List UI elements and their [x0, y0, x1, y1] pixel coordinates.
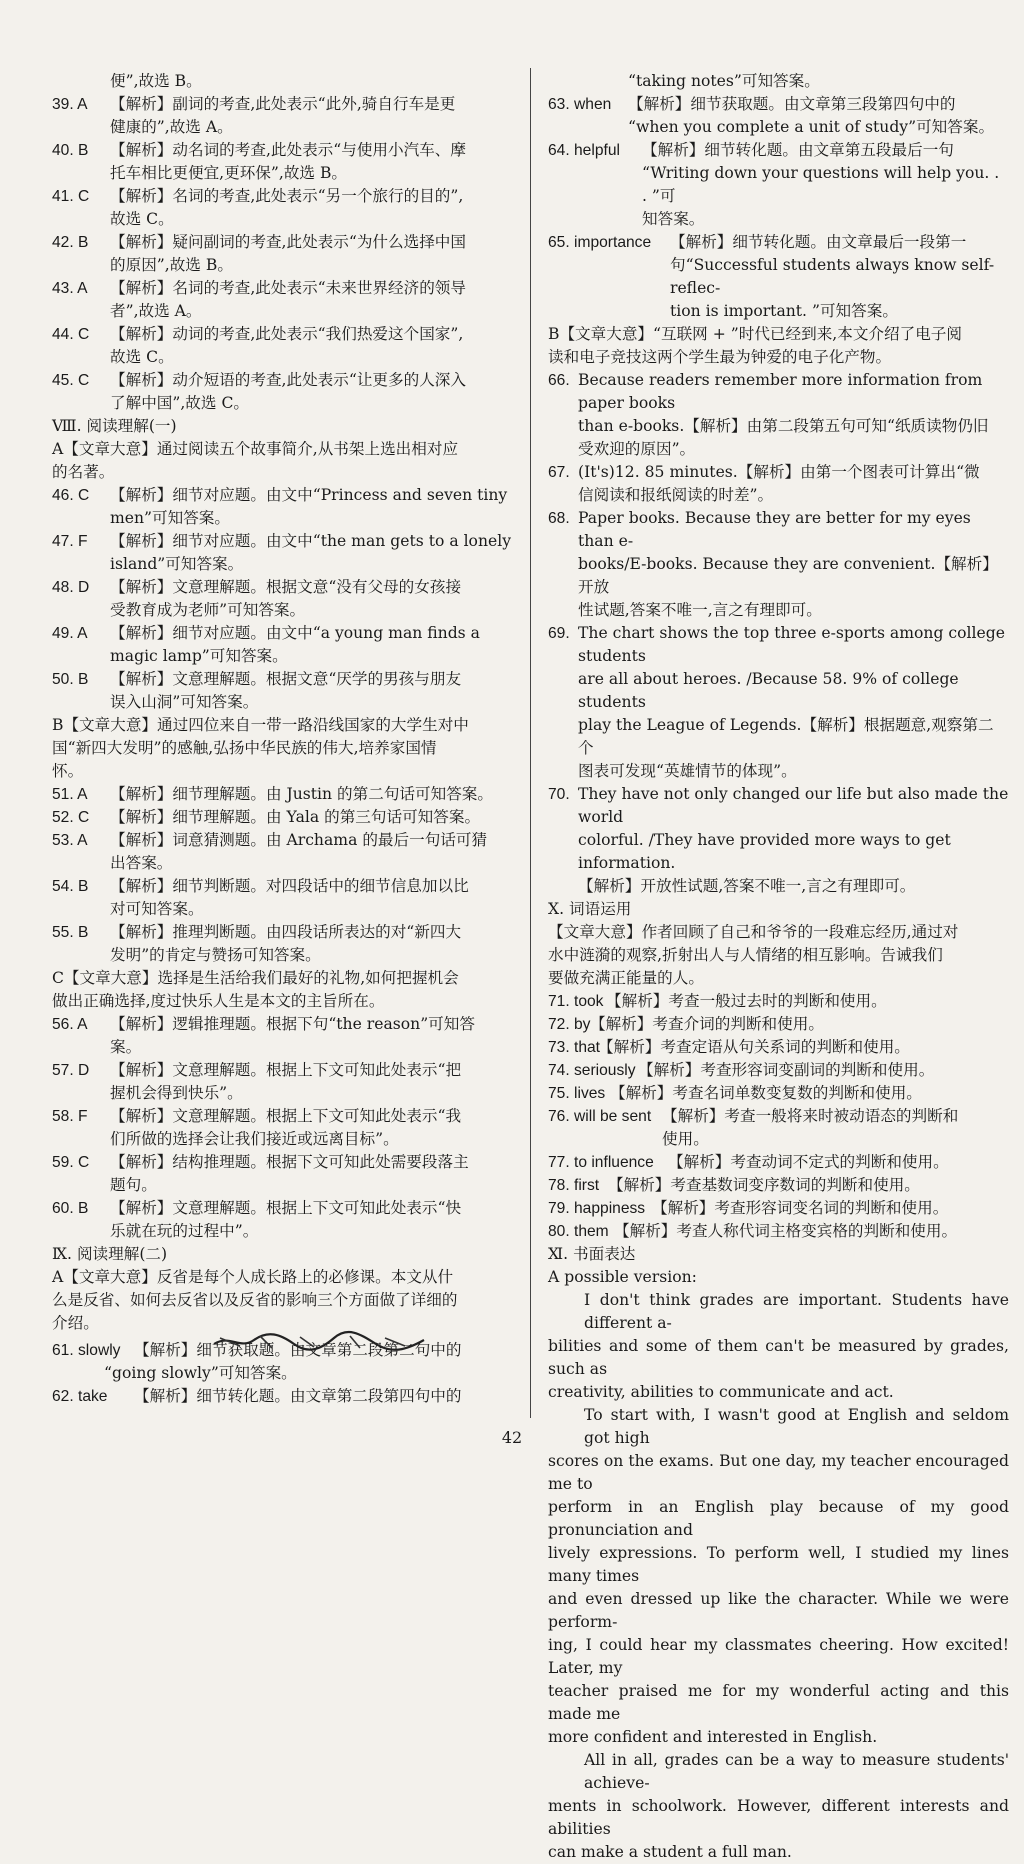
answer-item — [52, 875, 514, 898]
summary-line: 读和电子竞技这两个学生最为钟爱的电子化产物。 — [548, 348, 892, 366]
answer-continuation: 误入山洞”可知答案。 — [110, 693, 259, 711]
summary-line: 国“新四大发明”的感触,弘扬中华民族的伟大,培养家国情 — [52, 739, 437, 757]
answer-text: 【解析】结构推理题。根据下文可知此处需要段落主 — [110, 1153, 469, 1171]
answer-text: 【解析】名词的考查,此处表示“另一个旅行的目的”, — [110, 187, 464, 205]
answer-continuation: 出答案。 — [110, 854, 173, 872]
answer-list-46-50 — [52, 484, 514, 714]
answer-text: 【解析】考查定语从句关系词的判断和使用。 — [598, 1038, 910, 1056]
answer-item — [548, 1174, 1009, 1197]
answer-text: 【解析】考查介词的判断和使用。 — [590, 1015, 824, 1033]
answer-number: 47. F — [52, 533, 88, 550]
answer-text: 【解析】考查一般过去时的判断和使用。 — [606, 992, 887, 1010]
answer-item — [52, 622, 514, 645]
answer-continuation: 知答案。 — [642, 210, 705, 228]
answer-number: 77. to influence — [548, 1154, 654, 1171]
answer-item — [548, 231, 1009, 254]
right-column — [548, 70, 1009, 1864]
answer-item — [52, 668, 514, 691]
answer-text: 【解析】考查形容词变副词的判断和使用。 — [638, 1061, 935, 1079]
answer-number: 40. B — [52, 142, 89, 159]
answer-number: 50. B — [52, 671, 89, 688]
handwritten-scribble — [210, 1330, 430, 1352]
answer-continuation: play the League of Legends.【解析】根据题意,观察第二个 — [578, 716, 994, 757]
summary-line: A【文章大意】反省是每个人成长路上的必修课。本文从什 — [52, 1268, 454, 1286]
answer-continuation: 受欢迎的原因”。 — [578, 440, 696, 458]
answer-number: 48. D — [52, 579, 90, 596]
answer-text: 【解析】细节转化题。由文章第二段第四句中的 — [134, 1387, 462, 1405]
answer-text: 【解析】动名词的考查,此处表示“与使用小汽车、摩 — [110, 141, 466, 159]
answer-item — [52, 1151, 514, 1174]
answer-continuation: “when you complete a unit of study”可知答案。 — [628, 118, 995, 136]
answer-continuation: 【解析】开放性试题,答案不唯一,言之有理即可。 — [578, 877, 916, 895]
answer-item — [548, 1036, 1009, 1059]
answer-continuation: 健康的”,故选 A。 — [110, 118, 233, 136]
answer-continuation: 性试题,答案不唯一,言之有理即可。 — [578, 601, 822, 619]
answer-number: 63. when — [548, 96, 612, 113]
answer-number: 56. A — [52, 1016, 88, 1033]
answer-continuation: books/E-books. Because they are convenient.【解析】开放 — [578, 555, 998, 596]
page-number: 42 — [501, 1428, 523, 1447]
answer-text: 【解析】动词的考查,此处表示“我们热爱这个国家”, — [110, 325, 464, 343]
answer-item — [548, 461, 1009, 484]
summary-line: 么是反省、如何去反省以及反省的影响三个方面做了详细的 — [52, 1291, 458, 1309]
answer-item — [52, 231, 514, 254]
answer-number: 60. B — [52, 1200, 89, 1217]
essay-line: ments in schoolwork. However, different interests and abilities — [548, 1797, 1009, 1838]
answer-text: 【解析】细节对应题。由文中“Princess and seven tiny — [110, 486, 508, 504]
answer-text: 【解析】词意猜测题。由 Archama 的最后一句话可猜 — [110, 831, 488, 849]
essay-line: and even dressed up like the character. While we were perform- — [548, 1590, 1009, 1631]
answer-item — [548, 1197, 1009, 1220]
continuation-line: “taking notes”可知答案。 — [628, 72, 820, 90]
summary-line: 的名著。 — [52, 463, 115, 481]
answer-number: 71. took — [548, 993, 604, 1010]
answer-list-63-65 — [548, 93, 1009, 323]
answer-item — [548, 1151, 1009, 1174]
answer-number: 66. — [548, 372, 575, 389]
answer-number: 43. A — [52, 280, 88, 297]
essay-line: bilities and some of them can't be measured by grades, such as — [548, 1337, 1009, 1378]
answer-number: 53. A — [52, 832, 88, 849]
answer-text: (It's)12. 85 minutes.【解析】由第一个图表可计算出“微 — [578, 463, 980, 481]
answer-item — [548, 1059, 1009, 1082]
answer-continuation: 们所做的选择会让我们接近或远离目标”。 — [110, 1130, 399, 1148]
answer-continuation: colorful. /They have provided more ways to get information. — [578, 831, 951, 872]
answer-number: 55. B — [52, 924, 89, 941]
answer-number: 67. — [548, 464, 575, 481]
answer-item — [52, 93, 514, 116]
essay-line: teacher praised me for my wonderful acting and this made me — [548, 1682, 1009, 1723]
answer-text: The chart shows the top three e-sports among college students — [578, 624, 1005, 665]
answer-number: 46. C — [52, 487, 90, 504]
answer-item — [548, 1220, 1009, 1243]
summary-line: 水中涟漪的观察,折射出人与人情绪的相互影响。告诫我们 — [548, 946, 943, 964]
answer-number: 72. by — [548, 1016, 591, 1033]
answer-text: 【解析】推理判断题。由四段话所表达的对“新四大 — [110, 923, 462, 941]
answer-text: 【解析】考查形容词变名词的判断和使用。 — [652, 1199, 949, 1217]
answer-continuation: 托车相比更便宜,更环保”,故选 B。 — [110, 164, 348, 182]
answer-number: 58. F — [52, 1108, 88, 1125]
essay-line: creativity, abilities to communicate and act. — [548, 1383, 894, 1401]
answer-text: Paper books. Because they are better for my eyes than e- — [578, 509, 971, 550]
answer-item — [52, 139, 514, 162]
answer-list-71-80 — [548, 990, 1009, 1243]
answer-item — [52, 921, 514, 944]
summary-line: 要做充满正能量的人。 — [548, 969, 704, 987]
answer-continuation: 图表可发现“英雄情节的体现”。 — [578, 762, 797, 780]
answer-number: 61. slowly — [52, 1342, 121, 1359]
answer-text: 【解析】逻辑推理题。根据下句“the reason”可知答 — [110, 1015, 475, 1033]
summary-8b — [52, 714, 514, 783]
answer-item — [52, 1059, 514, 1082]
summary-line: 做出正确选择,度过快乐人生是本文的主旨所在。 — [52, 992, 385, 1010]
section-heading-10: Ⅹ. 词语运用 — [548, 900, 632, 918]
answer-item — [52, 783, 514, 806]
answer-continuation: 的原因”,故选 B。 — [110, 256, 233, 274]
answer-continuation: 故选 C。 — [110, 210, 174, 228]
answer-number: 45. C — [52, 372, 90, 389]
answer-number: 69. — [548, 625, 575, 642]
answer-text: 【解析】疑问副词的考查,此处表示“为什么选择中国 — [110, 233, 466, 251]
answer-text: 【解析】细节转化题。由文章最后一段第一 — [670, 233, 967, 251]
answer-number: 79. happiness — [548, 1200, 646, 1217]
answer-text: 【解析】文意理解题。根据上下文可知此处表示“快 — [110, 1199, 462, 1217]
essay-line: lively expressions. To perform well, I studied my lines many times — [548, 1544, 1009, 1585]
answer-text: 【解析】文意理解题。根据上下文可知此处表示“我 — [110, 1107, 462, 1125]
answer-item — [52, 323, 514, 346]
answer-text: 【解析】文意理解题。根据文意“厌学的男孩与朋友 — [110, 670, 462, 688]
essay-line: perform in an English play because of my good pronunciation and — [548, 1498, 1009, 1539]
answer-item — [52, 1105, 514, 1128]
answer-number: 49. A — [52, 625, 88, 642]
answer-item — [548, 1013, 1009, 1036]
answer-number: 52. C — [52, 809, 90, 826]
answer-number: 54. B — [52, 878, 89, 895]
answer-continuation: 了解中国”,故选 C。 — [110, 394, 249, 412]
answer-number: 42. B — [52, 234, 89, 251]
answer-number: 76. will be sent — [548, 1108, 652, 1125]
summary-line: B【文章大意】“互联网 + ”时代已经到来,本文介绍了电子阅 — [548, 325, 962, 343]
answer-item — [548, 1105, 1009, 1128]
answer-text: 【解析】考查基数词变序数词的判断和使用。 — [608, 1176, 920, 1194]
answer-item — [52, 369, 514, 392]
essay-line: can make a student a full man. — [548, 1843, 792, 1861]
essay-line: scores on the exams. But one day, my teacher encouraged me to — [548, 1452, 1009, 1493]
answer-list-66-70 — [548, 369, 1009, 898]
answer-item — [548, 990, 1009, 1013]
answer-number: 65. importance — [548, 234, 652, 251]
answer-item — [548, 783, 1009, 829]
answer-continuation: 受教育成为老师”可知答案。 — [110, 601, 306, 619]
answer-continuation: 发明”的肯定与赞扬可知答案。 — [110, 946, 321, 964]
answer-continuation: 题句。 — [110, 1176, 157, 1194]
answer-text: 【解析】考查人称代词主格变宾格的判断和使用。 — [614, 1222, 958, 1240]
answer-text: 【解析】细节对应题。由文中“a young man finds a — [110, 624, 480, 642]
answer-item — [548, 622, 1009, 668]
answer-number: 80. them — [548, 1223, 609, 1240]
summary-10 — [548, 921, 1009, 990]
left-column — [52, 70, 514, 1408]
summary-8a — [52, 438, 514, 484]
summary-9a — [52, 1266, 514, 1335]
answer-list-56-60 — [52, 1013, 514, 1243]
answer-number: 51. A — [52, 786, 88, 803]
answer-continuation: magic lamp”可知答案。 — [110, 647, 288, 665]
answer-number: 64. helpful — [548, 142, 620, 159]
answer-item — [548, 507, 1009, 553]
answer-number: 41. C — [52, 188, 90, 205]
answer-continuation: 信阅读和报纸阅读的时差”。 — [578, 486, 774, 504]
answer-continuation: 对可知答案。 — [110, 900, 204, 918]
answer-item — [52, 1197, 514, 1220]
answer-item — [52, 185, 514, 208]
answer-item — [548, 139, 1009, 162]
answer-text: 【解析】动介短语的考查,此处表示“让更多的人深入 — [110, 371, 466, 389]
essay-line: I don't think grades are important. Students have different a- — [584, 1291, 1009, 1332]
answer-continuation: tion is important. ”可知答案。 — [670, 302, 898, 320]
answer-item — [548, 93, 1009, 116]
answer-item — [52, 484, 514, 507]
answer-number: 70. — [548, 786, 575, 803]
summary-line: 介绍。 — [52, 1314, 99, 1332]
answer-number: 75. lives — [548, 1085, 606, 1102]
answer-number: 73. that — [548, 1039, 601, 1056]
answer-item — [52, 277, 514, 300]
answer-item — [52, 530, 514, 553]
section-heading-8: Ⅷ. 阅读理解(一) — [52, 417, 177, 435]
essay-paragraph-1 — [548, 1289, 1009, 1404]
answer-continuation: 案。 — [110, 1038, 142, 1056]
answer-continuation: are all about heroes. /Because 58. 9% of college students — [578, 670, 959, 711]
answer-text: 【解析】细节判断题。对四段话中的细节信息加以比 — [110, 877, 469, 895]
answer-list-51-55 — [52, 783, 514, 967]
essay-line: To start with, I wasn't good at English and seldom got high — [584, 1406, 1009, 1447]
summary-line: 怀。 — [52, 762, 84, 780]
answer-continuation: “going slowly”可知答案。 — [104, 1364, 297, 1382]
summary-line: A【文章大意】通过阅读五个故事简介,从书架上选出相对应 — [52, 440, 459, 458]
answer-item — [52, 576, 514, 599]
answer-text: 【解析】文意理解题。根据文意“没有父母的女孩接 — [110, 578, 462, 596]
answer-text: 【解析】文意理解题。根据上下文可知此处表示“把 — [110, 1061, 462, 1079]
section-heading-11: Ⅺ. 书面表达 — [548, 1245, 636, 1263]
essay-line: more confident and interested in English. — [548, 1728, 878, 1746]
answer-item — [52, 1385, 514, 1408]
answer-text: 【解析】副词的考查,此处表示“此外,骑自行车是更 — [110, 95, 456, 113]
answer-continuation: 者”,故选 A。 — [110, 302, 202, 320]
answer-number: 74. seriously — [548, 1062, 636, 1079]
summary-line: B【文章大意】通过四位来自一带一路沿线国家的大学生对中 — [52, 716, 469, 734]
answer-continuation: 故选 C。 — [110, 348, 174, 366]
answer-continuation: 句“Successful students always know self-reflec- — [670, 256, 995, 297]
summary-line: 【文章大意】作者回顾了自己和爷爷的一段难忘经历,通过对 — [548, 923, 959, 941]
possible-version-label: A possible version: — [548, 1268, 697, 1286]
answer-item — [548, 1082, 1009, 1105]
essay-paragraph-3 — [548, 1749, 1009, 1864]
answer-number: 57. D — [52, 1062, 90, 1079]
answer-text: 【解析】细节理解题。由 Yala 的第三句话可知答案。 — [110, 808, 481, 826]
answer-text: 【解析】细节转化题。由文章第五段最后一句 — [642, 141, 954, 159]
answer-continuation: men”可知答案。 — [110, 509, 230, 527]
answer-number: 59. C — [52, 1154, 90, 1171]
answer-continuation: than e-books.【解析】由第二段第五句可知“纸质读物仍旧 — [578, 417, 989, 435]
answer-text: 【解析】细节对应题。由文中“the man gets to a lonely — [110, 532, 512, 550]
answer-item — [52, 806, 514, 829]
answer-text: Because readers remember more information from paper books — [578, 371, 983, 412]
answer-number: 39. A — [52, 96, 88, 113]
summary-line: C【文章大意】选择是生活给我们最好的礼物,如何把握机会 — [52, 969, 459, 987]
section-heading-9: Ⅸ. 阅读理解(二) — [52, 1245, 168, 1263]
column-divider — [530, 68, 531, 1418]
answer-text: 【解析】考查名词单数变复数的判断和使用。 — [610, 1084, 922, 1102]
summary-b — [548, 323, 1009, 369]
essay-line: All in all, grades can be a way to measure students' achieve- — [584, 1751, 1009, 1792]
answer-text: 【解析】细节理解题。由 Justin 的第二句话可知答案。 — [110, 785, 493, 803]
answer-continuation: 握机会得到快乐”。 — [110, 1084, 243, 1102]
answer-continuation: 乐就在玩的过程中”。 — [110, 1222, 259, 1240]
answer-number: 44. C — [52, 326, 90, 343]
answer-text: 【解析】名词的考查,此处表示“未来世界经济的领导 — [110, 279, 466, 297]
answer-number: 62. take — [52, 1388, 108, 1405]
answer-list-38-45 — [52, 93, 514, 415]
answer-item — [548, 369, 1009, 415]
essay-paragraph-2 — [548, 1404, 1009, 1749]
answer-text: 【解析】细节获取题。由文章第二段第二句中的 — [134, 1341, 462, 1359]
answer-item — [52, 829, 514, 852]
answer-number: 68. — [548, 510, 575, 527]
answer-text: 【解析】细节获取题。由文章第三段第四句中的 — [628, 95, 956, 113]
answer-text: 【解析】考查动词不定式的判断和使用。 — [668, 1153, 949, 1171]
continuation-line: 便”,故选 B。 — [110, 72, 202, 90]
summary-8c — [52, 967, 514, 1013]
essay-line: ing, I could hear my classmates cheering. How excited! Later, my — [548, 1636, 1009, 1677]
answer-continuation: island”可知答案。 — [110, 555, 244, 573]
answer-item — [52, 1013, 514, 1036]
answer-continuation: 使用。 — [662, 1130, 709, 1148]
answer-text: They have not only changed our life but also made the world — [578, 785, 1009, 826]
answer-continuation: “Writing down your questions will help you. . . ”可 — [642, 164, 1000, 205]
answer-text: 【解析】考查一般将来时被动语态的判断和 — [662, 1107, 959, 1125]
answer-number: 78. first — [548, 1177, 600, 1194]
